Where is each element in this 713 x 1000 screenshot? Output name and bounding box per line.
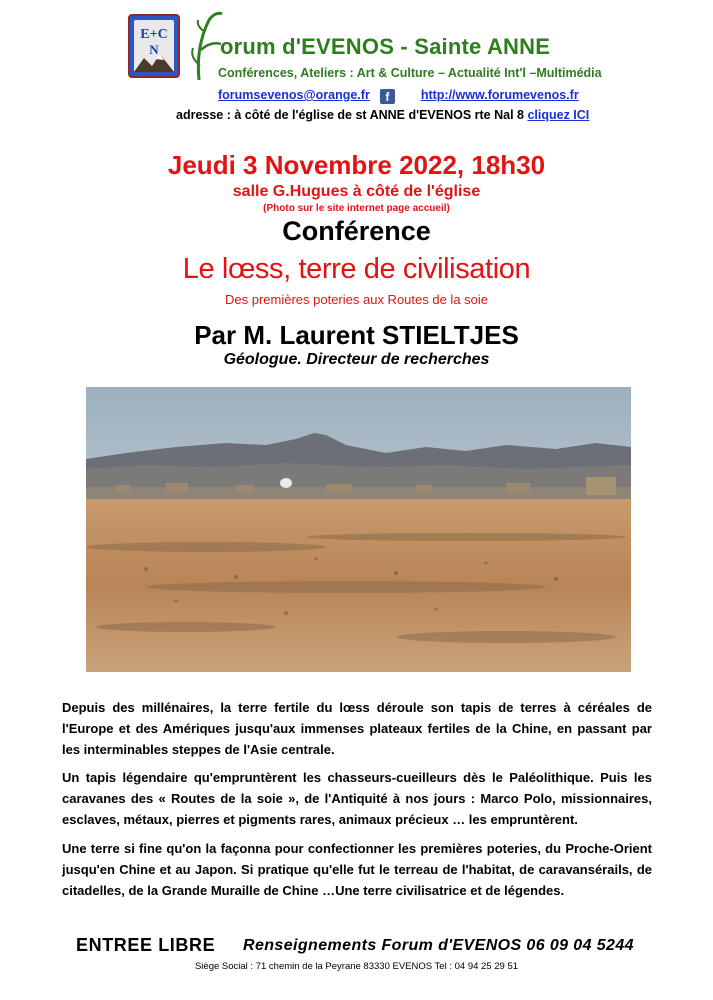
org-title [220,34,550,60]
info-line: Renseignements Forum d'EVENOS 06 09 04 5244 [243,937,634,954]
facebook-icon[interactable]: f [380,89,395,104]
email-link[interactable]: forumsevenos@orange.fr [218,88,370,102]
org-title-rest: orum d'EVENOS - Sainte ANNE [220,34,551,59]
crest-logo [128,14,180,78]
landscape-photo [86,387,631,672]
event-venue: salle G.Hugues à côté de l'église [232,183,481,200]
conference-subtitle: Des premières poteries aux Routes de la soie [224,292,489,307]
event-kind: Conférence [282,216,431,246]
head-office-line: Siège Social : 71 chemin de la Peyrane 83330 EVENOS Tel : 04 94 25 29 51 [194,961,519,972]
contact-row [218,88,579,104]
event-date: Jeudi 3 Novembre 2022, 18h30 [167,150,546,180]
address-text: adresse : à côté de l'église de st ANNE d'EVENOS rte Nal 8 [176,108,524,122]
speaker-name: Par M. Laurent STIELTJES [194,320,519,350]
address-map-link[interactable]: cliquez ICI [527,108,590,122]
website-link[interactable]: http://www.forumevenos.fr [420,88,579,102]
venue-note: (Photo sur le site internet page accueil) [263,203,450,214]
svg-text:E+C: E+C [140,27,168,42]
conference-title: Le lœss, terre de civilisation [182,253,531,285]
speaker-role: Géologue. Directeur de recherches [223,351,490,368]
paragraph-1: Depuis des millénaires, la terre fertile du lœss déroule son tapis de terres à céréales de l'Europe et des Amériques jusqu'aux immenses plateaux fertiles de la Chine, en passant par les interminables steppes de l'Asie centrale. [62,700,652,757]
paragraph-2: Un tapis légendaire qu'empruntèrent les chasseurs-cueilleurs dès le Paléolithique. Puis les caravanes des « Routes de la soie », de l'Antiquité à nos jours : Marco Polo, missionnaires, esclaves, métaux, pierres et pigments rares, animaux précieux … les empruntèrent. [62,770,652,827]
org-subtitle: Conférences, Ateliers : Art & Culture – Actualité Int'l –Multimédia [218,66,602,80]
paragraph-3: Une terre si fine qu'on la façonna pour confectionner les premières poteries, du Proche-Orient jusqu'en Chine et au Japon. Si pratique qu'elle fut le terreau de l'habitat, de caravansérails, de citadelles, de la Grande Muraille de Chine …Une terre civilisatrice et de légendes. [62,841,652,898]
svg-text:N: N [149,42,159,57]
address-row [176,108,589,122]
free-entry-label: ENTREE LIBRE [76,935,216,955]
